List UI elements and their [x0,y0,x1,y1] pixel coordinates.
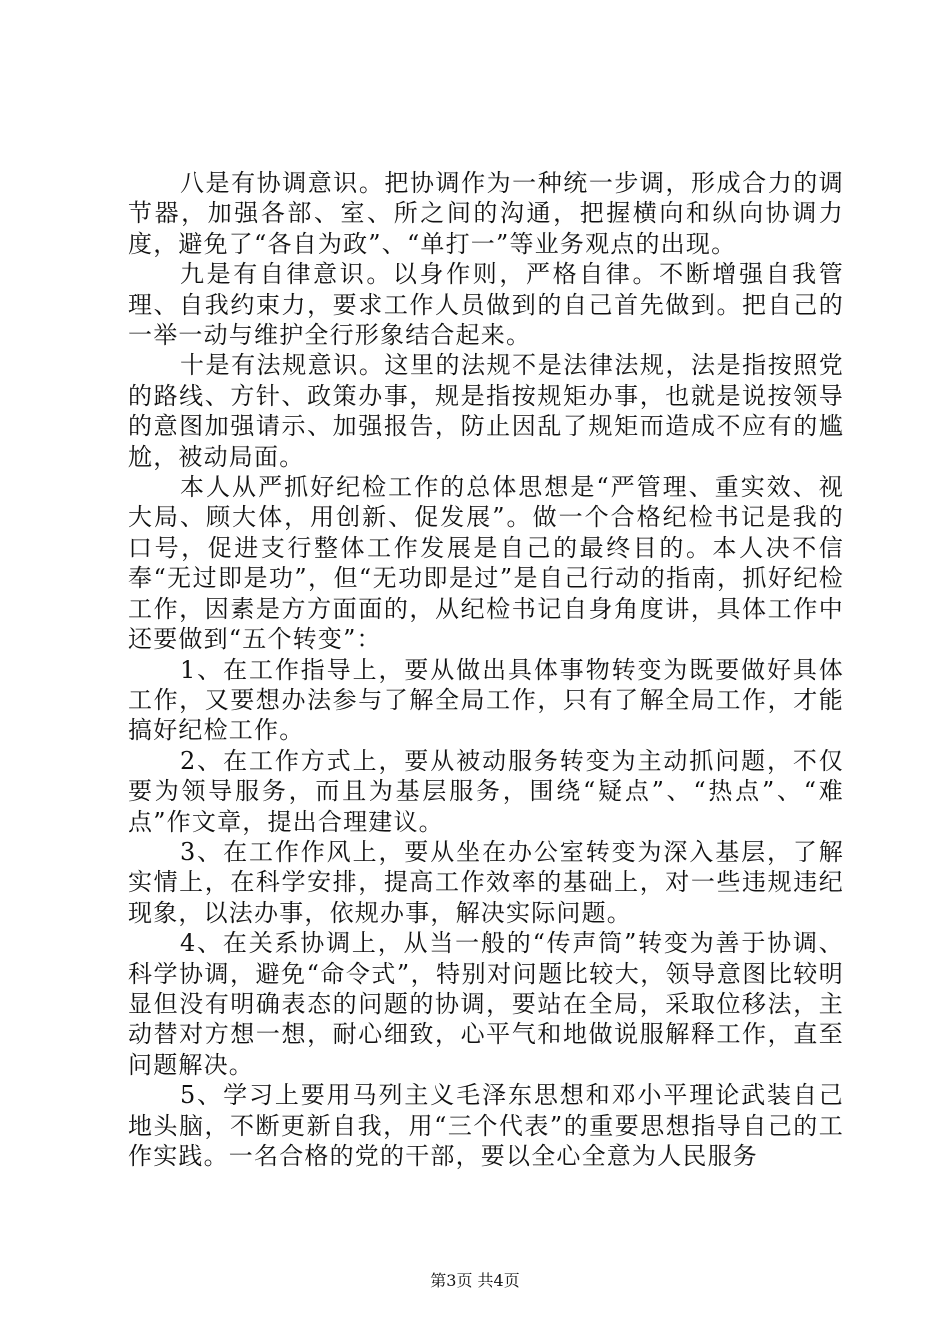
page-number-footer: 第3页 共4页 [430,1271,520,1290]
paragraph-item-5: 5、学习上要用马列主义毛泽东思想和邓小平理论武装自己地头脑，不断更新自我，用“三个代表”的重要思想指导自己的工作实践。一名合格的党的干部，要以全心全意为人民服务 [128,1081,844,1170]
paragraph-regulations: 十是有法规意识。这里的法规不是法律法规，法是指按照党的路线、方针、政策办事，规是指按规矩办事，也就是说按领导的意图加强请示、加强报告，防止因乱了规矩而造成不应有的尴尬，被动局面。 [128,351,844,471]
paragraph-overall-thinking: 本人从严抓好纪检工作的总体思想是“严管理、重实效、视大局、顾大体，用创新、促发展”。做一个合格纪检书记是我的口号，促进支行整体工作发展是自己的最终目的。本人决不信奉“无过即是功”，但“无功即是过”是自己行动的指南，抓好纪检工作，因素是方方面面的，从纪检书记自身角度讲，具体工作中还要做到“五个转变”： [128,473,844,654]
paragraph-item-2: 2、在工作方式上，要从被动服务转变为主动抓问题，不仅要为领导服务，而且为基层服务，围绕“疑点”、“热点”、“难点”作文章，提出合理建议。 [128,746,844,836]
paragraph-self-discipline: 九是有自律意识。以身作则，严格自律。不断增强自我管理、自我约束力，要求工作人员做到的自己首先做到。把自己的一举一动与维护全行形象结合起来。 [128,260,844,350]
document-body [128,168,844,1171]
paragraph-item-4: 4、在关系协调上，从当一般的“传声筒”转变为善于协调、科学协调，避免“命令式”，特别对问题比较大，领导意图比较明显但没有明确表态的问题的协调，要站在全局，采取位移法，主动替对方想一想，耐心细致，心平气和地做说服解释工作，直至问题解决。 [128,929,844,1079]
paragraph-item-3: 3、在工作作风上，要从坐在办公室转变为深入基层，了解实情上，在科学安排，提高工作效率的基础上，对一些违规违纪现象，以法办事，依规办事，解决实际问题。 [128,837,844,927]
paragraph-item-1: 1、在工作指导上，要从做出具体事物转变为既要做好具体工作，又要想办法参与了解全局工作，只有了解全局工作，才能搞好纪检工作。 [128,655,844,745]
paragraph-coordination: 八是有协调意识。把协调作为一种统一步调，形成合力的调节器，加强各部、室、所之间的沟通，把握横向和纵向协调力度，避免了“各自为政”、“单打一”等业务观点的出现。 [128,169,844,258]
